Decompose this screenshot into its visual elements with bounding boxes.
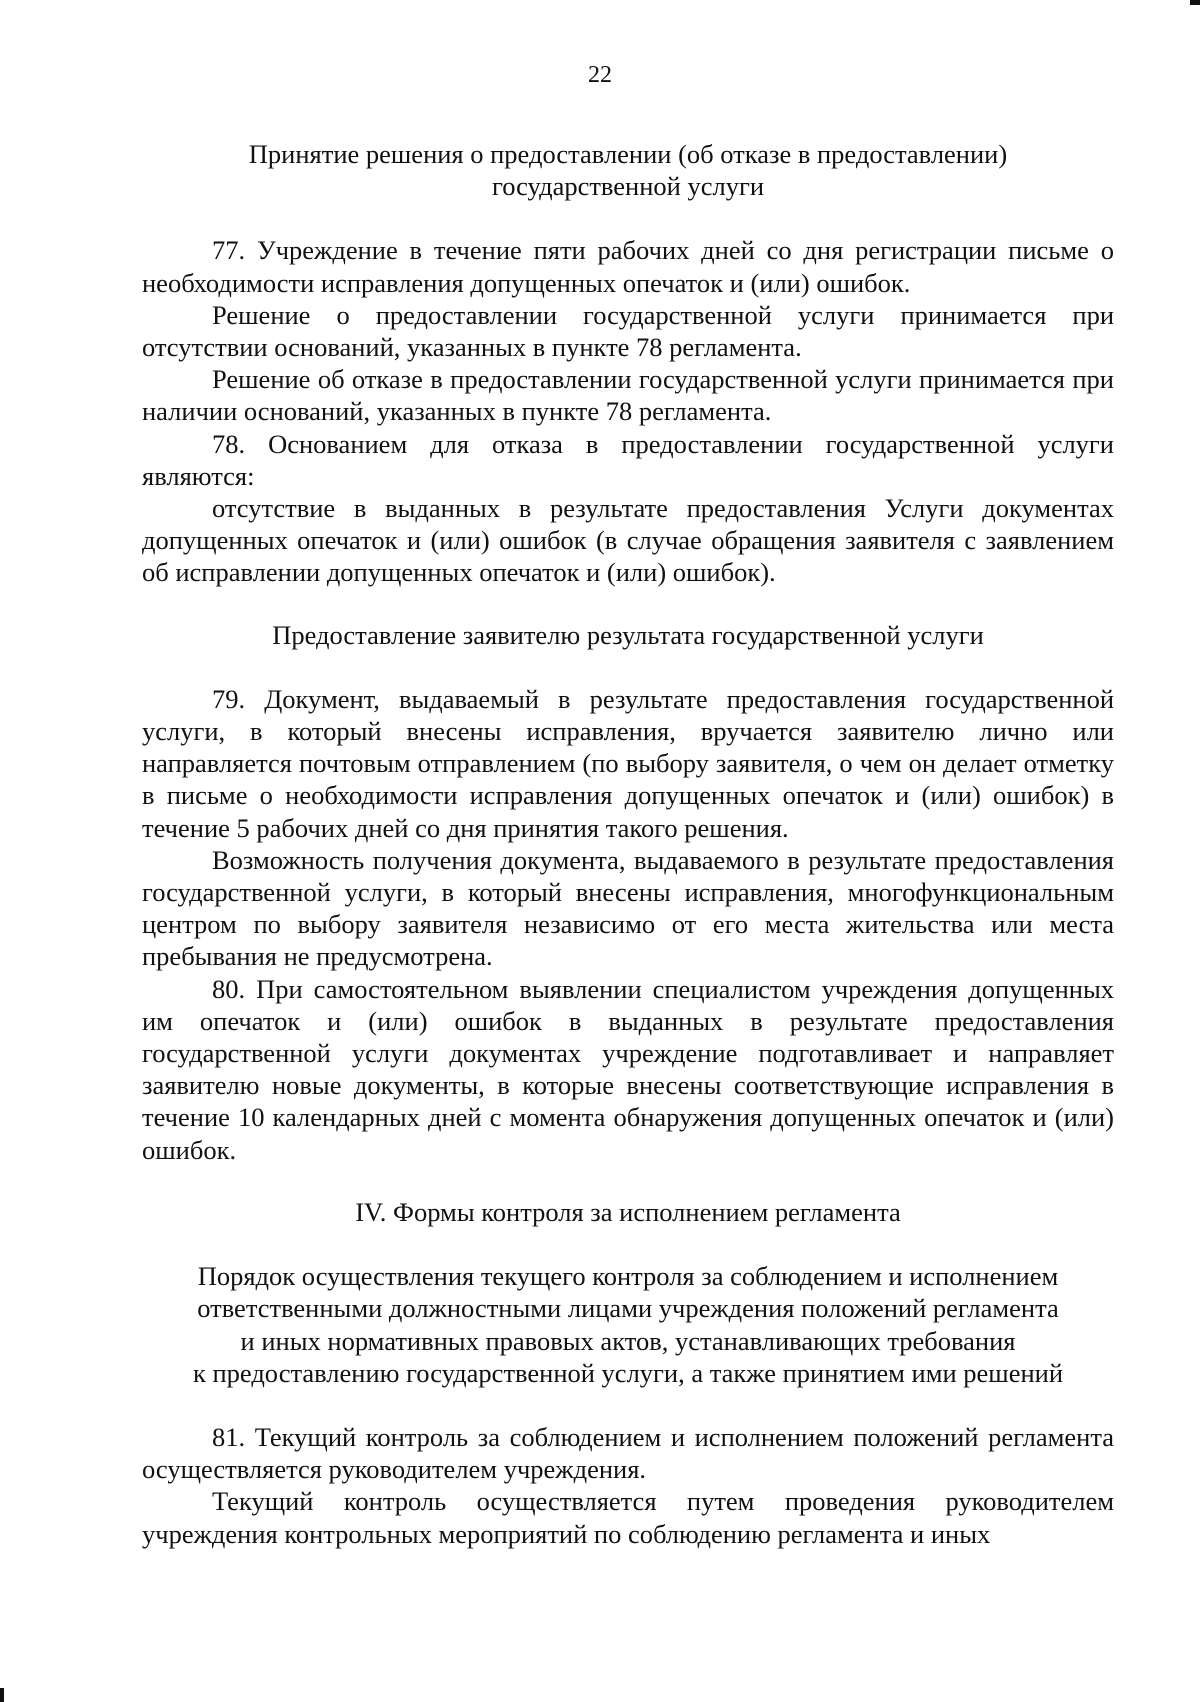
paragraph-79: 79. Документ, выдаваемый в результате предоставления государственной услуги, в который внесены исправления, вручается заявителю лично или направляется почтовым отправлением (по выбору заявителя, о чем он делает отметку в письме о необходимости исправления допущенных опечаток и (или) ошибок) в течение 5 рабочих дней со дня принятия такого решения. bbox=[142, 683, 1114, 843]
heading-line: ответственными должностными лицами учреждения положений регламента bbox=[197, 1293, 1059, 1324]
page-number: 22 bbox=[588, 62, 612, 88]
paragraph-78-grounds: отсутствие в выданных в результате предоставления Услуги документах допущенных опечаток и (или) ошибок (в случае обращения заявителя с заявлением об исправлении допущенных опечаток и (или) ошибок). bbox=[142, 493, 1114, 588]
paragraph-81-method: Текущий контроль осуществляется путем проведения руководителем учреждения контрольных мероприятий по соблюдению регламента и иных bbox=[142, 1486, 1114, 1549]
paragraph-78: 78. Основанием для отказа в предоставлении государственной услуги являются: bbox=[142, 428, 1114, 491]
heading-line: и иных нормативных правовых актов, устанавливающих требования bbox=[240, 1325, 1016, 1356]
paragraph-77: 77. Учреждение в течение пяти рабочих дней со дня регистрации письме о необходимости исправления допущенных опечаток и (или) ошибок. bbox=[142, 235, 1114, 298]
paragraph-77-decision-refuse: Решение об отказе в предоставлении государственной услуги принимается при наличии оснований, указанных в пункте 78 регламента. bbox=[142, 364, 1114, 427]
document-body bbox=[142, 138, 1114, 1550]
section-heading-result bbox=[142, 619, 1114, 651]
scan-mark-top-right bbox=[1190, 0, 1200, 5]
paragraph-77-decision-grant: Решение о предоставлении государственной услуги принимается при отсутствии оснований, указанных в пункте 78 регламента. bbox=[142, 299, 1114, 363]
heading-line: к предоставлению государственной услуги, а также принятием ими решений bbox=[192, 1357, 1064, 1388]
heading-line: IV. Формы контроля за исполнением регламента bbox=[355, 1196, 901, 1227]
section-heading-decision bbox=[142, 138, 1114, 202]
chapter-heading-control bbox=[142, 1196, 1114, 1228]
heading-line: Принятие решения о предоставлении (об отказе в предоставлении) bbox=[248, 139, 1008, 169]
paragraph-79-possibility: Возможность получения документа, выдаваемого в результате предоставления государственной услуги, в который внесены исправления, многофункциональным центром по выбору заявителя независимо от его места жительства или места пребывания не предусмотрена. bbox=[142, 844, 1114, 972]
heading-line: Предоставление заявителю результата государственной услуги bbox=[272, 619, 984, 650]
scan-mark-bottom-left bbox=[0, 1688, 4, 1702]
heading-line: Порядок осуществления текущего контроля за соблюдением и исполнением bbox=[197, 1261, 1059, 1292]
heading-line: государственной услуги bbox=[491, 171, 765, 202]
paragraph-80: 80. При самостоятельном выявлении специалистом учреждения допущенных им опечаток и (или) ошибок в выданных в результате предоставления государственной услуги документах учреждение подготавливает и направляет заявителю новые документы, в которые внесены соответствующие исправления в течение 10 календарных дней с момента обнаружения допущенных опечаток и (или) ошибок. bbox=[142, 973, 1114, 1165]
paragraph-81: 81. Текущий контроль за соблюдением и исполнением положений регламента осуществляется руководителем учреждения. bbox=[142, 1421, 1114, 1485]
section-heading-current-control bbox=[142, 1260, 1114, 1389]
